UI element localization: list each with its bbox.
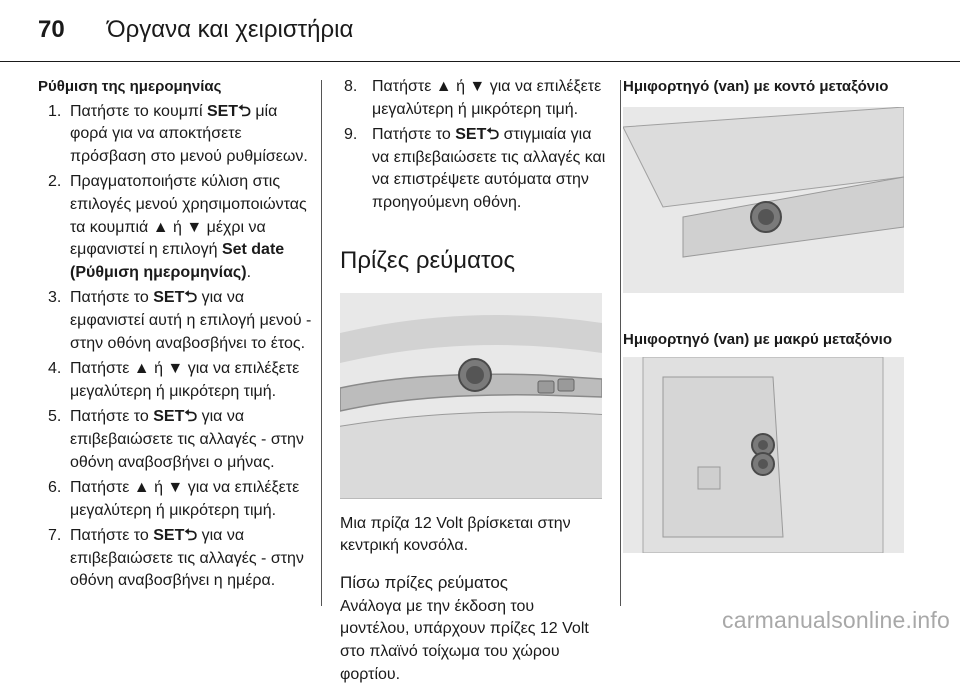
chapter-title: Όργανα και χειριστήρια — [107, 16, 354, 43]
step-item: 4. Πατήστε ▲ ή ▼ για να επιλέξετε μεγαλύτερη ή μικρότερη τιμή. — [48, 360, 300, 400]
step-item: 9. Πατήστε το SET⮌ στιγμιαία για να επιβεβαιώσετε τις αλλαγές και να επιστρέψετε αυτόματα στην προηγούμενη οθόνη. — [344, 126, 606, 211]
step-item: 2. Πραγματοποιήστε κύλιση στις επιλογές μενού χρησιμοποιώντας τα κουμπιά ▲ ή ▼ μέχρι να εμφανιστεί η επιλογή Set date (Ρύθμιση ημερομηνίας). — [48, 173, 307, 281]
date-steps-list — [38, 101, 314, 593]
step-item: 1. Πατήστε το κουμπί SET⮌ μία φορά για να αποκτήσετε πρόσβαση στο μενού ρυθμίσεων. — [48, 102, 308, 165]
column-date-setting — [38, 76, 314, 596]
menu-option-label: Set date (Ρύθμιση ημερομηνίας) — [70, 241, 285, 281]
step-item: 5. Πατήστε το SET⮌ για να επιβεβαιώσετε τις αλλαγές - στην οθόνη αναβοσβήνει ο μήνας. — [48, 408, 304, 471]
rear-outlets-heading: Πίσω πρίζες ρεύματος — [340, 572, 508, 592]
van-short-illustration — [623, 107, 904, 293]
set-button-label: SET⮌ — [455, 126, 500, 144]
van-short-wheelbase-photo — [623, 107, 904, 293]
van-long-caption: Ημιφορτηγό (van) με μακρύ μεταξόνιο — [623, 330, 892, 348]
set-button-label: SET⮌ — [153, 289, 198, 307]
set-button-label: SET⮌ — [153, 408, 198, 426]
step-item: 6. Πατήστε ▲ ή ▼ για να επιλέξετε μεγαλύτερη ή μικρότερη τιμή. — [48, 479, 300, 519]
power-outlets-heading: Πρίζες ρεύματος — [340, 246, 516, 274]
date-setting-heading: Ρύθμιση της ημερομηνίας — [38, 78, 222, 95]
date-steps-continued — [340, 76, 606, 215]
step-item: 8. Πατήστε ▲ ή ▼ για να επιλέξετε μεγαλύτερη ή μικρότερη τιμή. — [344, 78, 602, 118]
page-header — [0, 0, 960, 62]
column-van-outlets — [623, 76, 913, 553]
column-divider-1 — [321, 80, 322, 606]
step-item: 7. Πατήστε το SET⮌ για να επιβεβαιώσετε τις αλλαγές - στην οθόνη αναβοσβήνει η ημέρα. — [48, 527, 304, 590]
column-divider-2 — [620, 80, 621, 606]
site-watermark: carmanualsonline.info — [722, 607, 950, 633]
outlet-caption: Μια πρίζα 12 Volt βρίσκεται στην κεντρική κονσόλα. — [340, 514, 571, 555]
rear-outlets-text: Ανάλογα με την έκδοση του μοντέλου, υπάρχουν πρίζες 12 Volt στο πλαϊνό τοίχωμα του χώρου φορτίου. — [340, 597, 589, 683]
van-long-wheelbase-photo — [623, 357, 904, 553]
set-button-label: SET⮌ — [206, 102, 251, 120]
van-long-illustration — [623, 357, 904, 553]
van-short-caption: Ημιφορτηγό (van) με κοντό μεταξόνιο — [623, 78, 889, 95]
step-item: 3. Πατήστε το SET⮌ για να εμφανιστεί αυτή η επιλογή μενού - στην οθόνη αναβοσβήνει το έτος. — [48, 289, 312, 352]
column-power-outlets — [340, 76, 606, 686]
center-console-outlet-photo — [340, 293, 602, 499]
header-rule — [0, 61, 960, 62]
page-number: 70 — [38, 16, 65, 43]
set-button-label: SET⮌ — [153, 527, 198, 545]
center-console-illustration — [340, 293, 602, 499]
